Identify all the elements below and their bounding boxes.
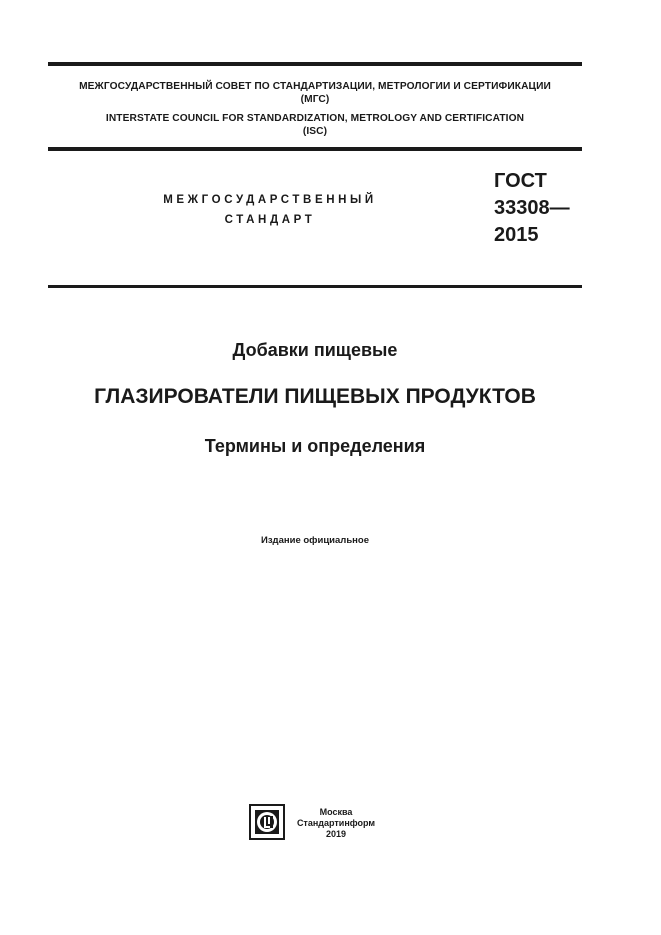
subtitle: Термины и определения [204, 436, 426, 456]
standard-kind [130, 190, 410, 230]
publisher-year: 2019 [325, 829, 347, 839]
standard-designation [494, 168, 570, 249]
category-title: Добавки пищевые [232, 340, 398, 360]
standartinform-logo-icon [249, 804, 285, 840]
council-name-ru-line1: МЕЖГОСУДАРСТВЕННЫЙ СОВЕТ ПО СТАНДАРТИЗАЦИИ, МЕТРОЛОГИИ И СЕРТИФИКАЦИИ [79, 81, 551, 92]
main-title: ГЛАЗИРОВАТЕЛИ ПИЩЕВЫХ ПРОДУКТОВ [94, 385, 536, 408]
edition-note: Издание официальное [261, 535, 369, 546]
publisher-info [290, 807, 382, 840]
designation-year: 2015 [494, 224, 539, 246]
top-rule [48, 62, 582, 66]
designation-prefix: ГОСТ [494, 170, 547, 192]
publisher-city: Москва [319, 807, 353, 817]
publisher-name: Стандартинформ [296, 818, 376, 828]
council-abbr-ru: (МГС) [300, 94, 330, 105]
middle-rule [48, 147, 582, 151]
council-name-en-line1: INTERSTATE COUNCIL FOR STANDARDIZATION, METROLOGY AND CERTIFICATION [105, 113, 525, 124]
standard-kind-line1: МЕЖГОСУДАРСТВЕННЫЙ [163, 194, 377, 206]
council-name-ru [48, 80, 582, 106]
council-name-en [48, 112, 582, 138]
council-abbr-en: (ISC) [302, 126, 328, 137]
designation-number: 33308— [494, 197, 570, 219]
bottom-rule [48, 285, 582, 288]
standard-kind-line2: СТАНДАРТ [224, 214, 316, 226]
